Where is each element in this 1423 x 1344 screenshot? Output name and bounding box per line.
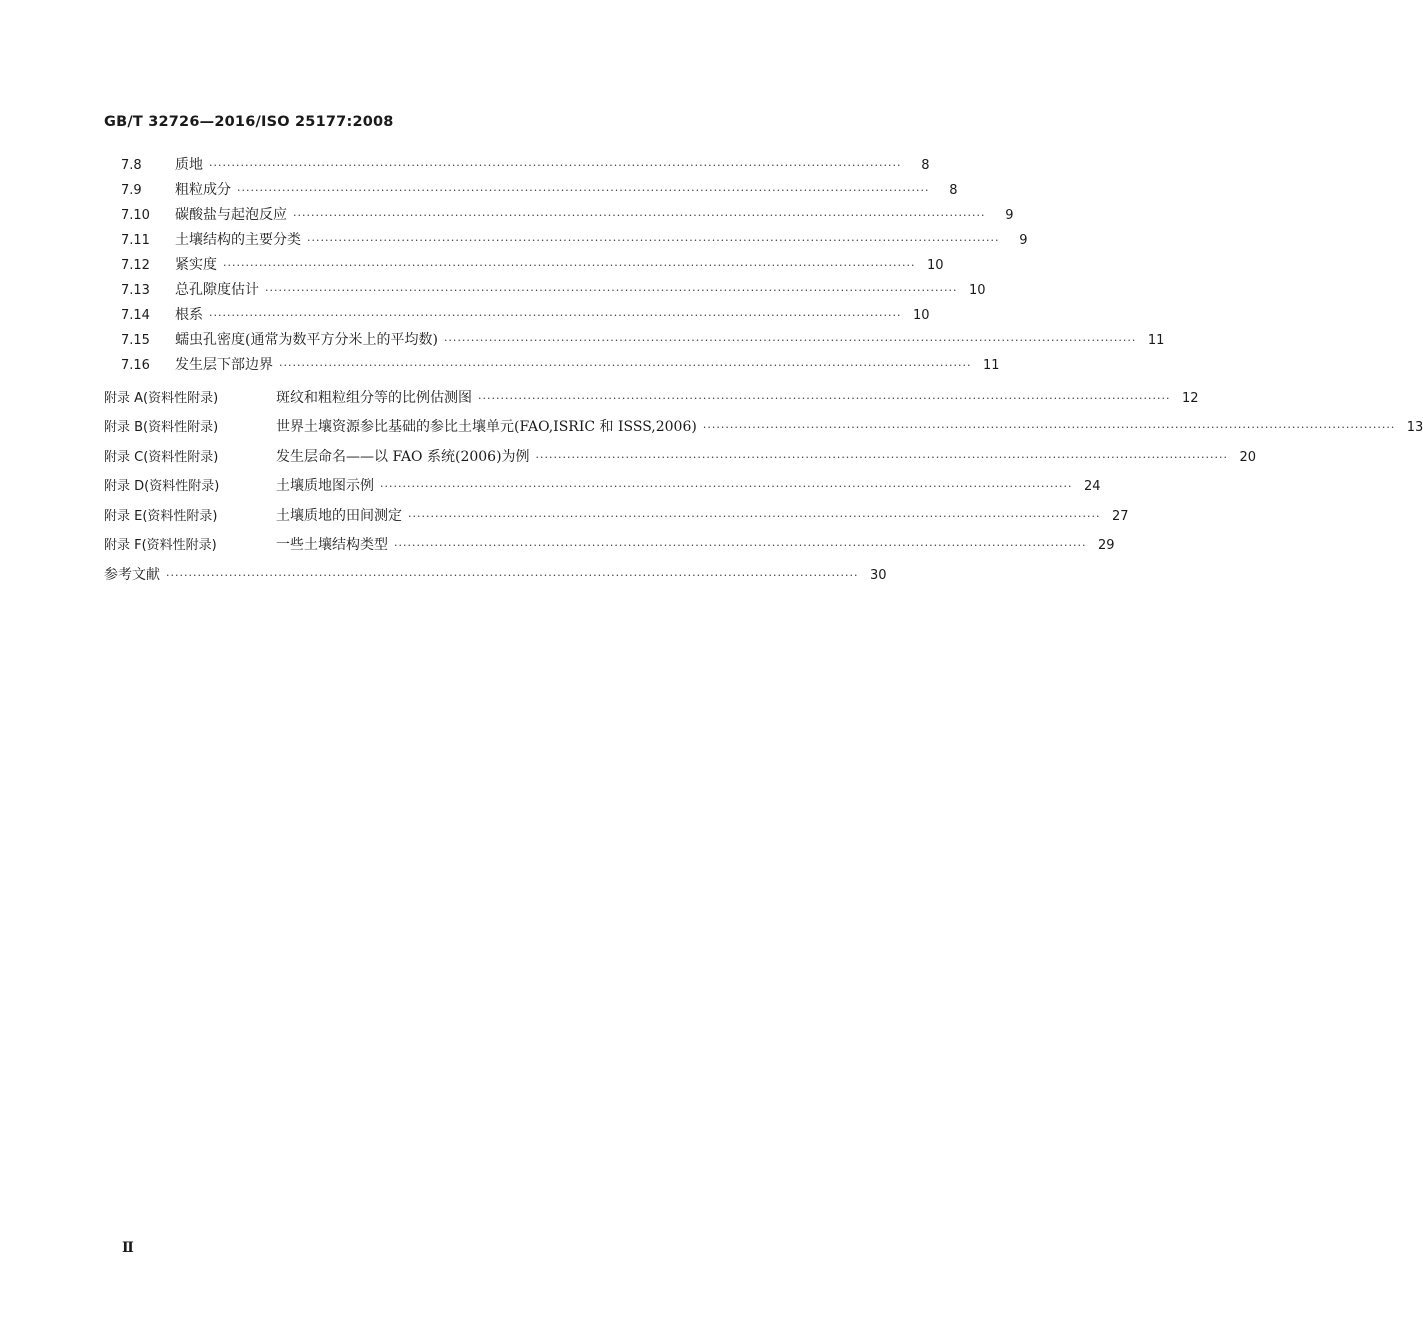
toc-entry[interactable] (104, 355, 999, 375)
toc-entry-title: 蠕虫孔密度(通常为数平方分米上的平均数) (175, 332, 438, 348)
toc-entry-annex-a[interactable] (104, 388, 1198, 408)
toc-leader-dots: ·························································································································································· (443, 334, 1137, 347)
toc-entry-number: 7.10 (121, 208, 150, 223)
toc-entry-annex-e[interactable] (104, 506, 1128, 526)
toc-entry-title: 粗粒成分 (175, 182, 231, 198)
toc-entry[interactable] (104, 330, 1164, 350)
toc-entry-page: 9 (1005, 208, 1014, 223)
toc-entry-number: 7.9 (121, 183, 142, 198)
toc-entry-page: 11 (1147, 333, 1165, 348)
toc-entry-number: 7.8 (121, 158, 142, 173)
toc-entry-number: 7.14 (121, 308, 150, 323)
toc-leader-dots: ·························································································································································· (293, 209, 986, 222)
toc-entry-title: 质地 (175, 157, 203, 173)
toc-entry-page: 13 (1406, 420, 1423, 435)
toc-entry-annex-b[interactable] (104, 417, 1423, 437)
toc-entry-page: 10 (912, 308, 930, 323)
toc-leader-dots: ·························································································································································· (166, 569, 859, 582)
toc-entry[interactable] (104, 180, 957, 200)
toc-entry-title: 总孔隙度估计 (175, 282, 259, 298)
toc-leader-dots: ·························································································································································· (478, 392, 1171, 405)
toc-leader-dots: ·························································································································································· (209, 309, 902, 322)
toc-entry-title: 一些土壤结构类型 (276, 537, 388, 553)
toc-annex-label: 附录 D(资料性附录) (104, 479, 220, 494)
toc-entry-title: 紧实度 (175, 257, 217, 273)
toc-leader-dots: ·························································································································································· (265, 284, 958, 297)
toc-entry-page: 24 (1083, 479, 1101, 494)
toc-entry-page: 20 (1239, 450, 1257, 465)
toc-leader-dots: ·························································································································································· (209, 159, 902, 172)
toc-entry-annex-d[interactable] (104, 476, 1100, 496)
toc-entry[interactable] (104, 230, 1027, 250)
toc-leader-dots: ·························································································································································· (702, 421, 1396, 434)
toc-entry-title: 根系 (175, 307, 203, 323)
toc-entry-number: 7.15 (121, 333, 150, 348)
toc-entry-title: 发生层命名——以 FAO 系统(2006)为例 (276, 449, 530, 465)
toc-leader-dots: ·························································································································································· (394, 539, 1087, 552)
toc-entry-title: 土壤质地的田间测定 (276, 508, 402, 524)
toc-annex-label: 附录 A(资料性附录) (104, 391, 219, 406)
toc-entry-annex-f[interactable] (104, 535, 1114, 555)
toc-entry[interactable] (104, 155, 929, 175)
toc-entry-page: 11 (982, 358, 1000, 373)
toc-leader-dots: ·························································································································································· (408, 510, 1101, 523)
toc-annex-label: 附录 C(资料性附录) (104, 450, 219, 465)
toc-entry-title: 土壤质地图示例 (276, 478, 374, 494)
toc-annex-label: 附录 E(资料性附录) (104, 509, 218, 524)
toc-entry-page: 9 (1019, 233, 1028, 248)
toc-leader-dots: ·························································································································································· (535, 451, 1229, 464)
toc-entry-number: 7.12 (121, 258, 150, 273)
toc-entry-title: 斑纹和粗粒组分等的比例估测图 (276, 390, 472, 406)
document-code-header: GB/T 32726—2016/ISO 25177:2008 (104, 114, 394, 130)
toc-entry-number: 7.11 (121, 233, 150, 248)
toc-entry-title: 碳酸盐与起泡反应 (175, 207, 287, 223)
toc-entry[interactable] (104, 280, 985, 300)
toc-entry-number: 7.13 (121, 283, 150, 298)
toc-entry-page: 29 (1097, 538, 1115, 553)
toc-entry-page: 8 (921, 158, 930, 173)
toc-leader-dots: ·························································································································································· (237, 184, 930, 197)
toc-entry-page: 10 (926, 258, 944, 273)
toc-leader-dots: ·························································································································································· (279, 359, 972, 372)
toc-annex-label: 附录 B(资料性附录) (104, 420, 219, 435)
toc-entry-page: 27 (1111, 509, 1129, 524)
toc-entry-title: 参考文献 (104, 567, 160, 583)
toc-entry[interactable] (104, 205, 1013, 225)
toc-entry-annex-c[interactable] (104, 447, 1256, 467)
toc-entry[interactable] (104, 305, 929, 325)
page-number: Ⅱ (122, 1240, 134, 1256)
toc-entry-page: 8 (949, 183, 958, 198)
toc-leader-dots: ·························································································································································· (380, 480, 1073, 493)
toc-entry-page: 12 (1181, 391, 1199, 406)
toc-annex-label: 附录 F(资料性附录) (104, 538, 217, 553)
toc-leader-dots: ·························································································································································· (223, 259, 916, 272)
toc-entry[interactable] (104, 255, 943, 275)
toc-entry-references[interactable] (104, 565, 886, 585)
toc-entry-number: 7.16 (121, 358, 150, 373)
toc-entry-page: 30 (869, 568, 887, 583)
toc-entry-title: 土壤结构的主要分类 (175, 232, 301, 248)
toc-entry-title: 发生层下部边界 (175, 357, 273, 373)
toc-leader-dots: ·························································································································································· (307, 234, 1000, 247)
toc-entry-title: 世界土壤资源参比基础的参比土壤单元(FAO,ISRIC 和 ISSS,2006) (276, 419, 697, 435)
toc-entry-page: 10 (968, 283, 986, 298)
